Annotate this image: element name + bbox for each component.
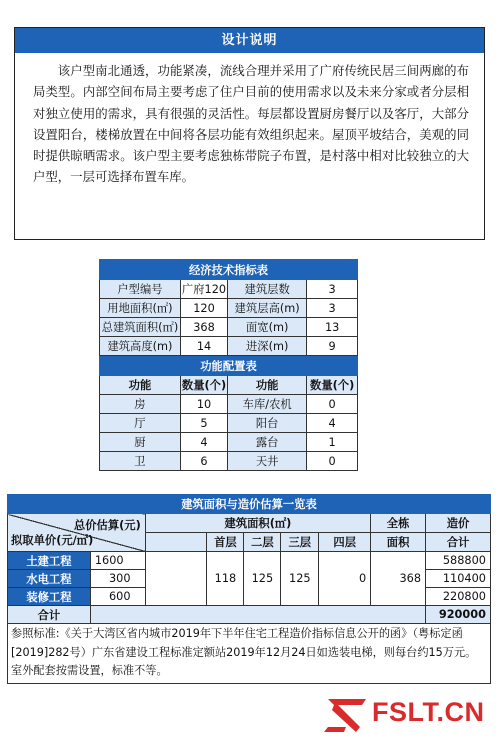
cost-item-unit-price: 1600 <box>90 552 145 570</box>
function-header: 数量(个) <box>180 376 227 395</box>
econ-label: 面宽(m) <box>228 318 307 337</box>
total-blank <box>90 606 425 624</box>
price-header-top: 造价 <box>426 514 491 533</box>
total-cost: 920000 <box>426 606 491 624</box>
price-header-bottom: 合计 <box>426 533 491 552</box>
econ-value: 3 <box>307 299 358 318</box>
reference-note: 参照标准:《关于大湾区省内城市2019年下半年住宅工程造价指标信息公开的函》（粤标定函[2019]282号）广东省建设工程标准定额站2019年12月24日如选装电梯，则每台约15万元。室外配套按需设置，标准不等。 <box>8 624 491 684</box>
econ-value: 3 <box>307 280 358 299</box>
function-count: 0 <box>307 452 358 471</box>
cost-estimate-table <box>7 494 491 684</box>
function-count: 5 <box>180 414 227 433</box>
function-header-row <box>100 376 358 395</box>
floor-header <box>145 533 207 552</box>
function-count: 4 <box>180 433 227 452</box>
cost-item-total: 110400 <box>426 570 491 588</box>
watermark-text: FSLT.CN <box>372 697 485 727</box>
cost-item-unit-price: 600 <box>90 588 145 606</box>
floor-area: 0 <box>319 552 371 606</box>
area-header: 建筑面积(㎡) <box>145 514 370 533</box>
total-label: 合计 <box>8 606 91 624</box>
floor-header: 三层 <box>281 533 319 552</box>
function-count: 0 <box>307 395 358 414</box>
cost-item-unit-price: 300 <box>90 570 145 588</box>
econ-label: 户型编号 <box>100 280 181 299</box>
total-area-header-bottom: 面积 <box>371 533 426 552</box>
function-name: 房 <box>100 395 181 414</box>
corner-header-cell <box>8 514 146 552</box>
watermark-logo-icon <box>322 696 372 734</box>
econ-value: 13 <box>307 318 358 337</box>
floor-area: 125 <box>244 552 281 606</box>
econ-value: 368 <box>180 318 227 337</box>
econ-value: 9 <box>307 337 358 356</box>
function-name: 天井 <box>228 452 307 471</box>
econ-row <box>100 299 358 318</box>
floor-header: 四层 <box>319 533 371 552</box>
econ-label: 用地面积(㎡) <box>100 299 181 318</box>
function-name: 厅 <box>100 414 181 433</box>
econ-label: 建筑层高(m) <box>228 299 307 318</box>
function-name: 车库/农机 <box>228 395 307 414</box>
function-header: 功能 <box>228 376 307 395</box>
function-row <box>100 395 358 414</box>
total-estimate-label: 总价估算(元) <box>73 519 141 532</box>
econ-indicator-table <box>99 259 358 471</box>
econ-row <box>100 318 358 337</box>
design-notes-box <box>14 27 485 240</box>
econ-label: 总建筑面积(㎡) <box>100 318 181 337</box>
econ-value: 120 <box>180 299 227 318</box>
econ-table-title: 经济技术指标表 <box>100 260 358 280</box>
floor-area: 125 <box>281 552 319 606</box>
site-watermark <box>322 696 494 734</box>
blank-cell <box>145 552 207 606</box>
function-name: 阳台 <box>228 414 307 433</box>
design-notes-title: 设计说明 <box>15 28 484 53</box>
function-header: 功能 <box>100 376 181 395</box>
unit-price-label: 拟取单价(元/㎡) <box>11 534 94 547</box>
econ-value: 14 <box>180 337 227 356</box>
cost-item-row <box>8 552 491 570</box>
function-name: 露台 <box>228 433 307 452</box>
function-table-title: 功能配置表 <box>100 356 358 376</box>
function-header: 数量(个) <box>307 376 358 395</box>
cost-item-name: 水电工程 <box>8 570 91 588</box>
econ-label: 建筑高度(m) <box>100 337 181 356</box>
econ-value: 广府120 <box>180 280 227 299</box>
econ-row <box>100 280 358 299</box>
total-area-header-top: 全栋 <box>371 514 426 533</box>
function-name: 厨 <box>100 433 181 452</box>
cost-item-total: 588800 <box>426 552 491 570</box>
cost-item-total: 220800 <box>426 588 491 606</box>
econ-label: 进深(m) <box>228 337 307 356</box>
function-count: 4 <box>307 414 358 433</box>
total-area: 368 <box>371 552 426 606</box>
floor-header: 首层 <box>207 533 244 552</box>
cost-table-title: 建筑面积与造价估算一览表 <box>8 495 491 514</box>
function-count: 1 <box>307 433 358 452</box>
econ-row <box>100 337 358 356</box>
econ-label: 建筑层数 <box>228 280 307 299</box>
function-name: 卫 <box>100 452 181 471</box>
cost-item-name: 装修工程 <box>8 588 91 606</box>
function-count: 10 <box>180 395 227 414</box>
function-count: 6 <box>180 452 227 471</box>
function-row <box>100 452 358 471</box>
function-row <box>100 433 358 452</box>
floor-area: 118 <box>207 552 244 606</box>
design-notes-text: 该户型南北通透，功能紧凑，流线合理并采用了广府传统民居三间两廊的布局类型。内部空间布局主要考虑了住户目前的使用需求以及未来分家或者分层相对独立使用的需求，具有很强的灵活性。每层都设置厨房餐厅以及客厅，大部分设置阳台，楼梯放置在中间将各层功能有效组织起来。屋顶平坡结合，美观的同时提供晾晒需求。该户型主要考虑独栋带院子布置，是村落中相对比较独立的大户型，一层可选择布置车库。 <box>33 63 469 185</box>
total-row <box>8 606 491 624</box>
function-row <box>100 414 358 433</box>
floor-header: 二层 <box>244 533 281 552</box>
cost-item-name: 土建工程 <box>8 552 91 570</box>
